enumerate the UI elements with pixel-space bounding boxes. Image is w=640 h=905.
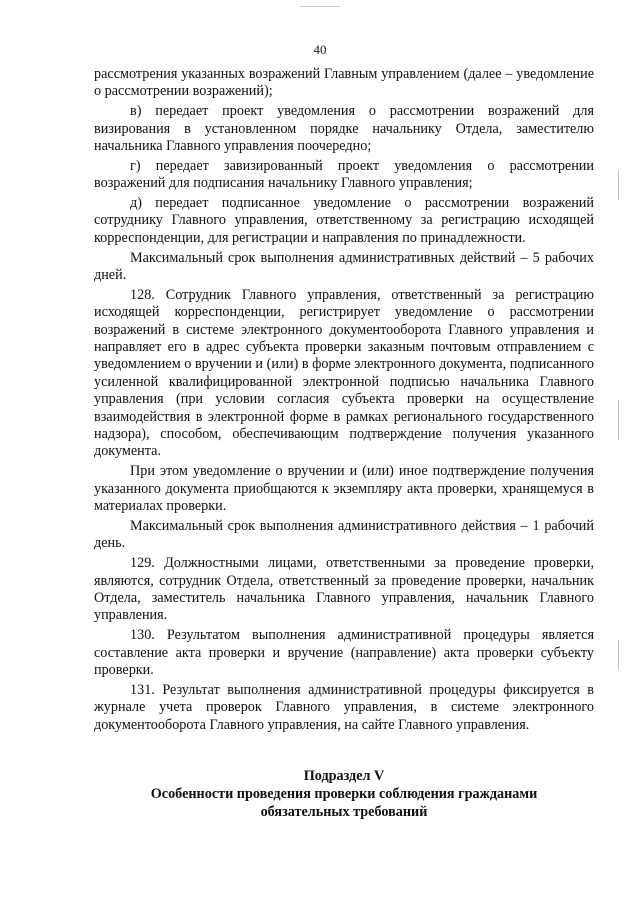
- paragraph: д) передает подписанное уведомление о рассмотрении возражений сотруднику Главного управления, ответственному за регистрацию исходящей корреспонденции, для регистрации и направления по принадлежности.: [94, 195, 594, 246]
- paragraph: 129. Должностными лицами, ответственными за проведение проверки, являются, сотрудник Отдела, ответственный за проведение проверки, начальник Отдела, заместитель начальника Главного управления, начальник Главного управления.: [94, 555, 594, 624]
- paragraph: При этом уведомление о вручении и (или) иное подтверждение получения указанного документа приобщаются к экземпляру акта проверки, хранящемуся в материалах проверки.: [94, 463, 594, 515]
- paragraph: 130. Результатом выполнения административной процедуры является составление акта проверки и вручение (направление) акта проверки субъекту проверки.: [94, 627, 594, 678]
- subsection-number: Подраздел V: [303, 768, 385, 784]
- paragraph: г) передает завизированный проект уведомления о рассмотрении возражений для подписания начальнику Главного управления;: [94, 157, 594, 192]
- page-number: 40: [313, 42, 327, 57]
- paragraph: в) передает проект уведомления о рассмотрении возражений для визирования в установленном порядке начальнику Отдела, заместителю начальника Главного управления поочередно;: [94, 103, 594, 155]
- scan-artifact: [618, 400, 619, 440]
- paragraph: рассмотрения указанных возражений Главным управлением (далее – уведомление о рассмотрении возражений);: [94, 66, 594, 100]
- subsection-title-line: Особенности проведения проверки соблюдения гражданами: [150, 786, 538, 802]
- document-body: [94, 66, 594, 736]
- scan-artifact: [300, 6, 340, 7]
- scan-artifact: [618, 640, 619, 670]
- paragraph: Максимальный срок выполнения административного действия – 1 рабочий день.: [94, 517, 594, 552]
- paragraph: 128. Сотрудник Главного управления, ответственный за регистрацию исходящей корреспонденции, регистрирует уведомление о рассмотрении возражений в системе электронного документооборота Главного управления и направляет его в адрес субъекта проверки заказным почтовым отправлением с уведомлением о вручении и (или) в форме электронного документа, подписанного усиленной квалифицированной электронной подписью начальника Главного управления (при условии согласия субъекта проверки на осуществление взаимодействия в электронной форме в рамках регионального государственного надзора), способом, обеспечивающим подтверждение получения указанного документа.: [94, 286, 594, 460]
- paragraph: 131. Результат выполнения административной процедуры фиксируется в журнале учета проверок Главного управления, в системе электронного документооборота Главного управления, на сайте Главного управления.: [94, 681, 594, 733]
- scan-artifact: [618, 170, 619, 200]
- paragraph: Максимальный срок выполнения административных действий – 5 рабочих дней.: [94, 249, 594, 284]
- subsection-heading: [94, 767, 594, 821]
- subsection-title-line: обязательных требований: [260, 804, 428, 820]
